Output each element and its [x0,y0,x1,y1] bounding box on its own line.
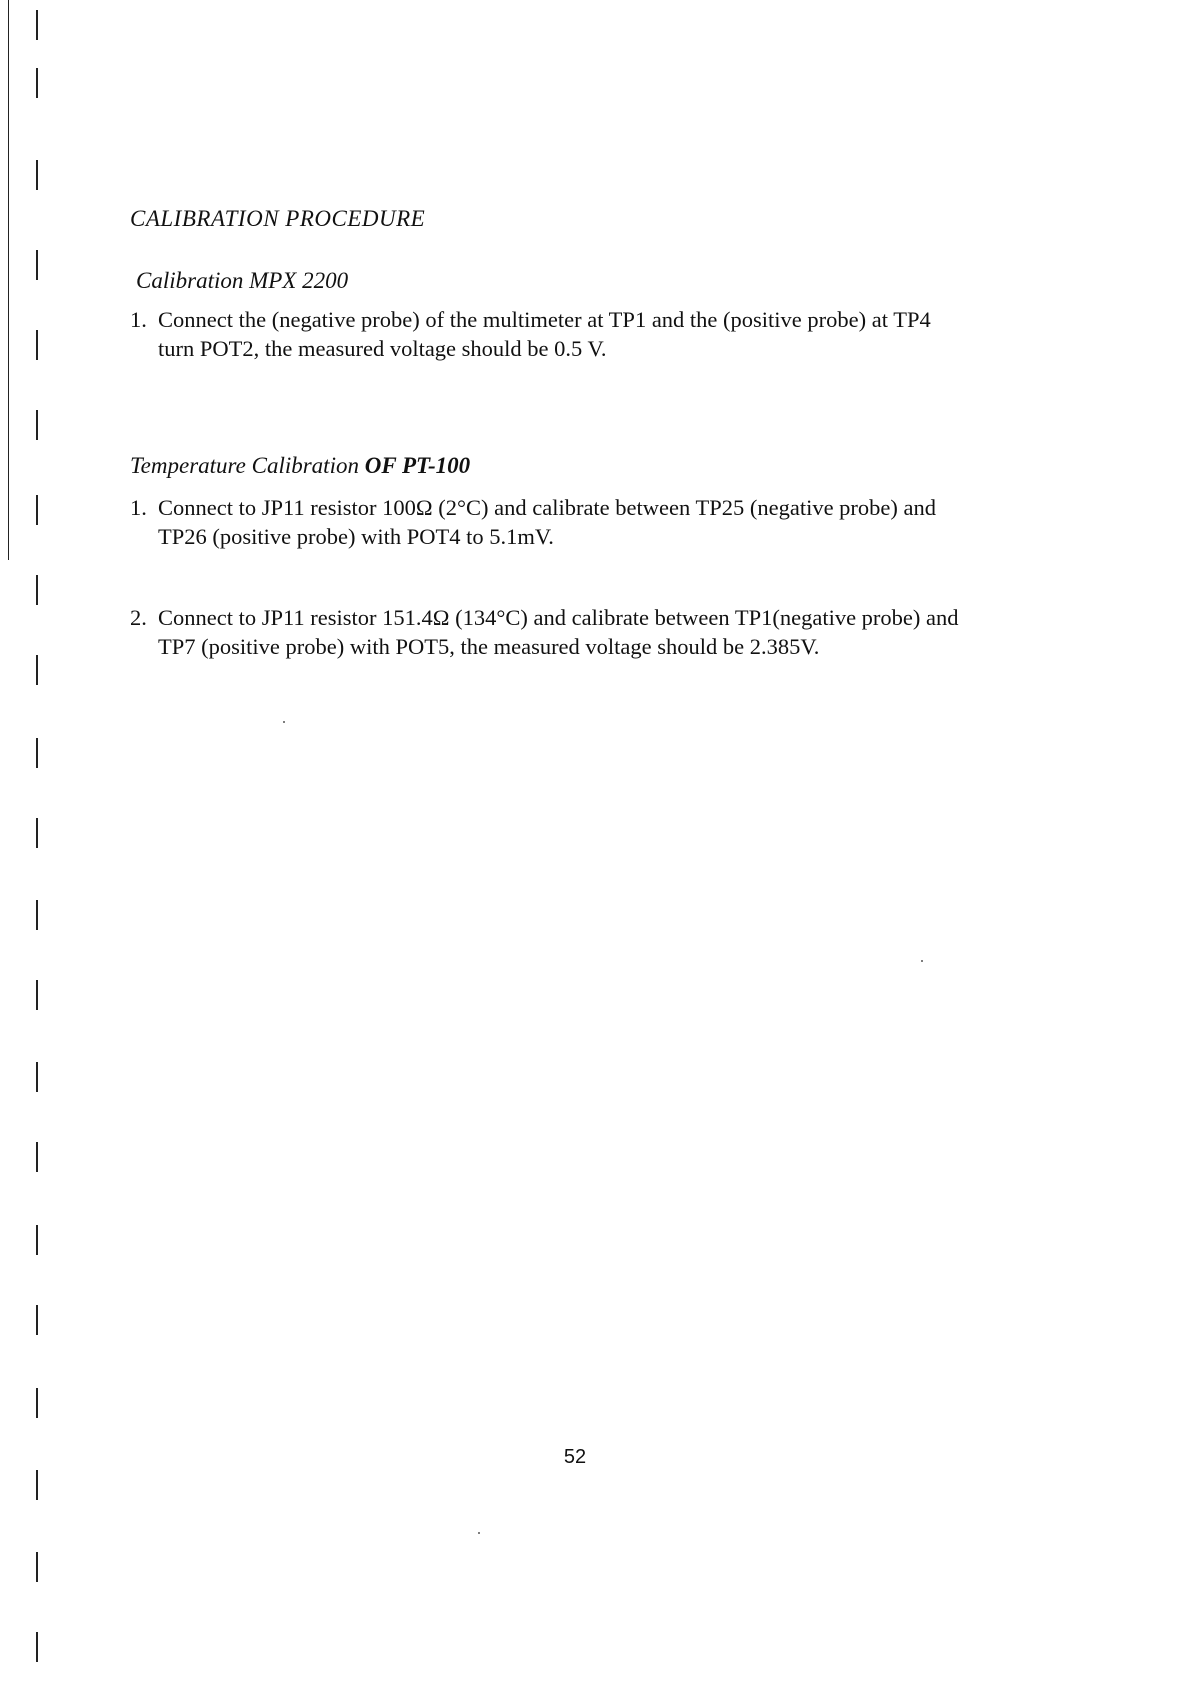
binding-tick [36,160,38,190]
binding-tick [36,575,38,605]
step-item [130,603,1050,661]
section-heading-pt100 [130,453,470,479]
step-number: 1. [130,495,147,520]
scan-speck [478,1532,480,1534]
step-text-line1: Connect the (negative probe) of the multimeter at TP1 and the (positive probe) at TP4 [158,307,931,332]
section-heading-mpx2200 [136,268,348,294]
step-text-line1: Connect to JP11 resistor 151.4Ω (134°C) and calibrate between TP1(negative probe) and [158,605,959,630]
binding-tick [36,738,38,768]
binding-tick [36,1062,38,1092]
binding-tick [36,1142,38,1172]
binding-tick [36,250,38,280]
step-text-line2: TP7 (positive probe) with POT5, the measured voltage should be 2.385V. [158,634,820,659]
binding-tick [36,1470,38,1500]
step-item [130,493,1050,551]
page-title: CALIBRATION PROCEDURE [130,206,426,231]
binding-tick [36,1632,38,1662]
binding-tick [36,655,38,685]
step-text-line2: turn POT2, the measured voltage should be 0.5 V. [158,336,607,361]
step-text-line1: Connect to JP11 resistor 100Ω (2°C) and calibrate between TP25 (negative probe) and [158,495,937,520]
scan-speck [283,721,285,723]
section-heading-text: Temperature Calibration [130,453,365,478]
section-heading-bold-text: OF PT-100 [364,453,471,478]
step-number: 2. [130,605,147,630]
page-number: 52 [563,1446,587,1468]
section-heading-text: Calibration MPX 2200 [136,268,349,293]
binding-tick [36,980,38,1010]
binding-tick [36,1388,38,1418]
binding-tick [36,900,38,930]
binding-tick [36,330,38,360]
binding-tick [36,818,38,848]
binding-tick [36,1305,38,1335]
binding-edge-line [8,0,9,560]
step-item [130,305,1050,363]
step-number: 1. [130,307,147,332]
binding-tick [36,10,38,40]
binding-tick [36,1552,38,1582]
scan-speck [921,960,923,962]
binding-tick [36,68,38,98]
binding-tick [36,1225,38,1255]
binding-tick [36,410,38,440]
binding-tick [36,495,38,525]
step-text-line2: TP26 (positive probe) with POT4 to 5.1mV. [158,524,554,549]
